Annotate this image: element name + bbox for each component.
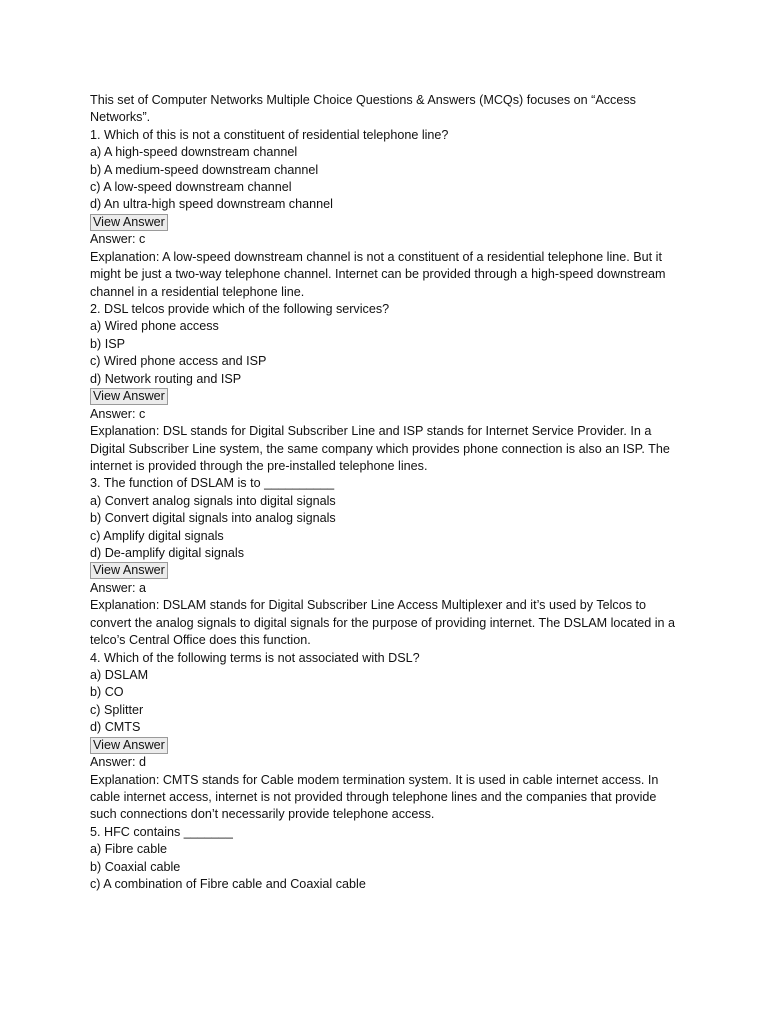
- question-text: 1. Which of this is not a constituent of residential telephone line?: [90, 127, 449, 142]
- option-a: a) DSLAM: [90, 667, 149, 682]
- explanation-text: Explanation: CMTS stands for Cable modem termination system. It is used in cable internet access. In cable internet access, internet is not provided through telephone lines and the companies that provide such connections don’t necessarily provide telephone access.: [90, 772, 659, 822]
- question-block-5: [90, 824, 678, 894]
- option-c: c) Amplify digital signals: [90, 528, 224, 543]
- question-text: 5. HFC contains _______: [90, 824, 233, 839]
- intro-text: This set of Computer Networks Multiple Choice Questions & Answers (MCQs) focuses on “Access Networks”.: [90, 93, 636, 125]
- option-d: d) De-amplify digital signals: [90, 545, 244, 560]
- question-text: 2. DSL telcos provide which of the following services?: [90, 302, 390, 317]
- view-answer-button[interactable]: View Answer: [90, 562, 168, 579]
- option-c: c) Wired phone access and ISP: [90, 354, 267, 369]
- question-block-1: [90, 127, 678, 301]
- explanation-text: Explanation: A low-speed downstream channel is not a constituent of a residential telephone line. But it might be just a two-way telephone channel. Internet can be provided through a high-speed downstream channel in a residential telephone line.: [90, 249, 666, 299]
- question-text: 3. The function of DSLAM is to __________: [90, 476, 335, 491]
- question-block-2: [90, 301, 678, 475]
- option-a: a) Wired phone access: [90, 319, 219, 334]
- option-b: b) CO: [90, 685, 124, 700]
- option-d: d) An ultra-high speed downstream channel: [90, 197, 333, 212]
- question-block-3: [90, 475, 678, 649]
- answer-text: Answer: c: [90, 232, 146, 247]
- option-c: c) A combination of Fibre cable and Coaxial cable: [90, 877, 366, 892]
- answer-text: Answer: d: [90, 755, 146, 770]
- view-answer-button[interactable]: View Answer: [90, 737, 168, 754]
- option-a: a) Fibre cable: [90, 842, 167, 857]
- option-b: b) ISP: [90, 336, 125, 351]
- option-d: d) CMTS: [90, 720, 141, 735]
- answer-text: Answer: a: [90, 580, 146, 595]
- option-b: b) Coaxial cable: [90, 859, 181, 874]
- option-b: b) Convert digital signals into analog signals: [90, 511, 336, 526]
- option-a: a) A high-speed downstream channel: [90, 145, 298, 160]
- explanation-text: Explanation: DSLAM stands for Digital Subscriber Line Access Multiplexer and it’s used by Telcos to convert the analog signals to digital signals for the purpose of providing internet. The DSLAM located in a telco’s Central Office does this function.: [90, 598, 676, 648]
- option-a: a) Convert analog signals into digital signals: [90, 493, 336, 508]
- option-c: c) A low-speed downstream channel: [90, 180, 292, 195]
- option-b: b) A medium-speed downstream channel: [90, 162, 319, 177]
- mcq-content: [90, 92, 678, 893]
- answer-text: Answer: c: [90, 406, 146, 421]
- question-text: 4. Which of the following terms is not associated with DSL?: [90, 650, 420, 665]
- option-c: c) Splitter: [90, 702, 144, 717]
- option-d: d) Network routing and ISP: [90, 371, 242, 386]
- explanation-text: Explanation: DSL stands for Digital Subscriber Line and ISP stands for Internet Service Provider. In a Digital Subscriber Line system, the same company which provides phone connection is also an ISP. The internet is provided through the pre-installed telephone lines.: [90, 424, 670, 473]
- view-answer-button[interactable]: View Answer: [90, 214, 168, 231]
- view-answer-button[interactable]: View Answer: [90, 388, 168, 405]
- question-block-4: [90, 650, 678, 824]
